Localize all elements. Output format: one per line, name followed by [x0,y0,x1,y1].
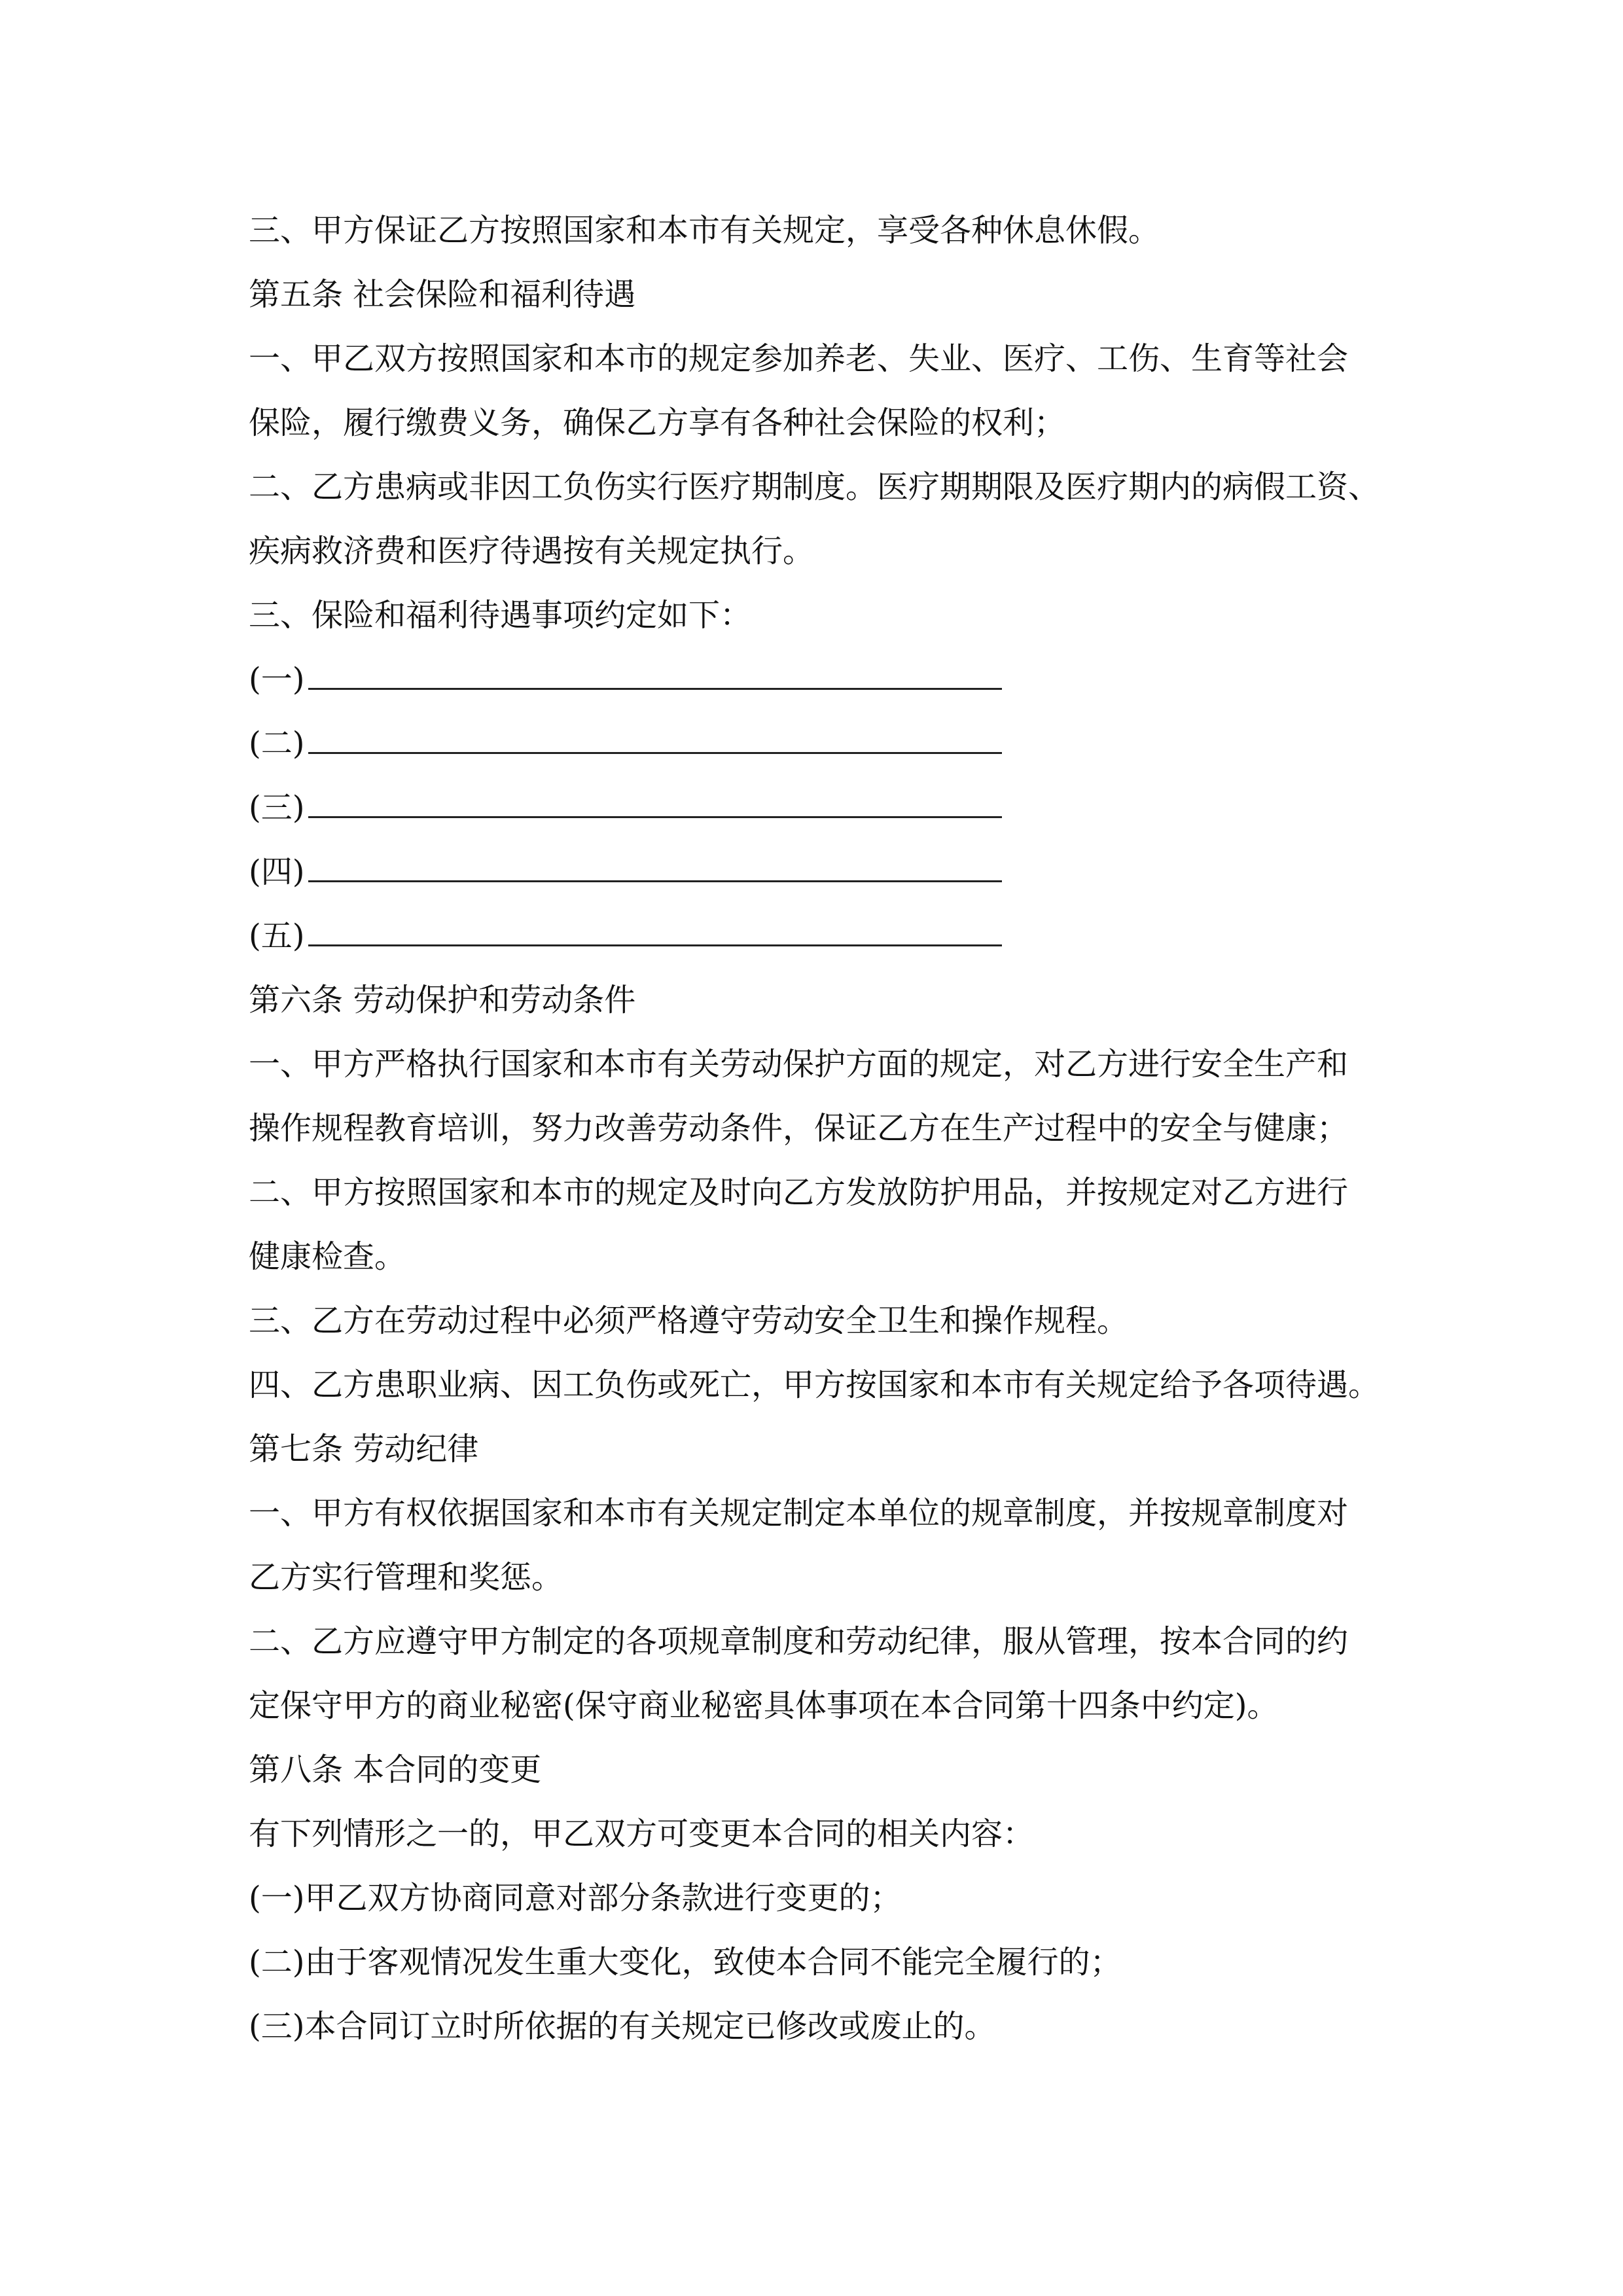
paragraph-line: 一、甲方有权依据国家和本市有关规定制定本单位的规章制度，并按规章制度对 [249,1495,1349,1532]
section-heading: 第五条 社会保险和福利待遇 [249,276,636,313]
paragraph-line: 二、甲方按照国家和本市的规定及时向乙方发放防护用品，并按规定对乙方进行 [249,1174,1349,1211]
paragraph-line: 三、甲方保证乙方按照国家和本市有关规定，享受各种休息休假。 [249,212,1160,249]
paragraph-line: 一、甲乙双方按照国家和本市的规定参加养老、失业、医疗、工伤、生育等社会 [249,340,1349,377]
blank-item-label: (五) [249,918,305,954]
blank-item-label: (三) [249,789,305,826]
blank-line [308,685,1002,690]
paragraph-line: 二、乙方应遵守甲方制定的各项规章制度和劳动纪律，服从管理，按本合同的约 [249,1623,1349,1660]
paragraph-line: 定保守甲方的商业秘密(保守商业秘密具体事项在本合同第十四条中约定)。 [249,1687,1279,1724]
paragraph-line: 操作规程教育培训，努力改善劳动条件，保证乙方在生产过程中的安全与健康； [249,1110,1349,1147]
section-heading: 第八条 本合同的变更 [249,1751,542,1788]
blank-line [308,942,1002,946]
blank-line [308,814,1002,818]
paragraph-line: 乙方实行管理和奖惩。 [249,1559,563,1596]
blank-line [308,878,1002,882]
paragraph-line: 保险，履行缴费义务，确保乙方享有各种社会保险的权利； [249,404,1066,441]
paragraph-line: 三、保险和福利待遇事项约定如下： [249,597,752,634]
blank-line [308,749,1002,754]
paragraph-line: 疾病救济费和医疗待遇按有关规定执行。 [249,533,815,569]
section-heading: 第六条 劳动保护和劳动条件 [249,982,636,1018]
list-item: (三)本合同订立时所依据的有关规定已修改或废止的。 [249,2008,996,2045]
paragraph-line: 三、乙方在劳动过程中必须严格遵守劳动安全卫生和操作规程。 [249,1302,1129,1339]
blank-fill-item [249,788,1400,827]
blank-item-label: (二) [249,725,305,762]
list-item: (二)由于客观情况发生重大变化，致使本合同不能完全履行的； [249,1944,1122,1981]
blank-item-label: (一) [249,661,305,698]
paragraph-line: 二、乙方患病或非因工负伤实行医疗期制度。医疗期期限及医疗期内的病假工资、 [249,469,1380,505]
section-heading: 第七条 劳动纪律 [249,1431,479,1467]
blank-fill-item [249,916,1400,956]
blank-item-label: (四) [249,853,305,890]
blank-fill-item [249,660,1400,699]
blank-fill-item [249,724,1400,763]
blank-fill-item [249,852,1400,891]
paragraph-line: 有下列情形之一的，甲乙双方可变更本合同的相关内容： [249,1816,1035,1852]
paragraph-line: 健康检查。 [249,1238,406,1275]
list-item: (一)甲乙双方协商同意对部分条款进行变更的； [249,1880,902,1916]
paragraph-line: 四、乙方患职业病、因工负伤或死亡，甲方按国家和本市有关规定给予各项待遇。 [249,1367,1380,1403]
paragraph-line: 一、甲方严格执行国家和本市有关劳动保护方面的规定，对乙方进行安全生产和 [249,1046,1349,1083]
